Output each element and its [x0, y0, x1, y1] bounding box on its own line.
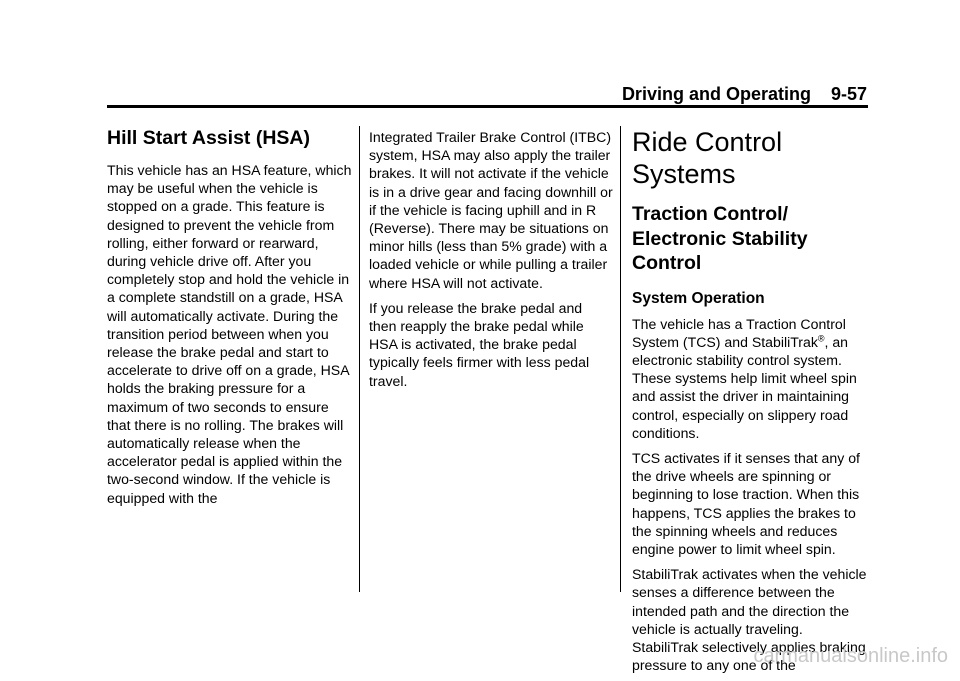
column-left — [107, 126, 352, 514]
watermark: carmanualsonline.info — [753, 645, 948, 667]
column-middle — [369, 128, 613, 397]
stabilitrak-paragraph: StabiliTrak activates when the vehicle senses a difference between the intended path and the direction the vehicle is actually traveling. StabiliTrak selectively applies braking pressure to any one of the — [632, 566, 867, 674]
chapter-heading: Ride Control Systems — [632, 127, 783, 189]
page-number: 9-57 — [830, 84, 867, 104]
hsa-heading: Hill Start Assist (HSA) — [107, 127, 310, 149]
section-title: Driving and Operating — [621, 84, 811, 104]
header-rule — [107, 105, 868, 108]
tcs-paragraph: TCS activates if it senses that any of the drive wheels are spinning or beginning to lose traction. When this happens, TCS applies the brakes to the spinning wheels and reduces engine power to limit wheel spin. — [632, 449, 860, 557]
hsa-paragraph: This vehicle has an HSA feature, which may be useful when the vehicle is stopped on a grade. This feature is designed to prevent the vehicle from rolling, either forward or rearward, during vehicle drive off. After you completely stop and hold the vehicle in a complete standstill on a grade, HSA will automatically activate. During the transition period between when you release the brake pedal and start to accelerate to drive off on a grade, HSA holds the braking pressure for a maximum of two seconds to ensure that there is no rolling. The brakes will automatically release when the accelerator pedal is applied within the two-second window. If the vehicle is equipped with the — [107, 162, 352, 506]
column-right — [632, 126, 872, 681]
tcs-intro-paragraph — [632, 315, 872, 442]
page-header — [622, 84, 867, 105]
tcs-intro-text: The vehicle has a Traction Control System (TCS) and StabiliTrak — [632, 315, 846, 350]
column-divider-right — [620, 126, 621, 592]
registered-mark: ® — [817, 333, 825, 344]
tcs-intro-text-cont: , an electronic stability control system. These systems help limit wheel spin and assist the driver in maintaining control, especially on slippery road conditions. — [632, 333, 857, 441]
subheading: System Operation — [632, 289, 765, 307]
itbc-paragraph: Integrated Trailer Brake Control (ITBC) system, HSA may also apply the trailer brakes. It will not activate if the vehicle is in a drive gear and facing downhill or if the vehicle is facing uphill and in R (Reverse). There may be situations on minor hills (less than 5% grade) with a loaded vehicle or while pulling a trailer where HSA will not activate. — [369, 129, 613, 291]
section-heading: Traction Control/ Electronic Stability Control — [632, 203, 808, 274]
brake-pedal-paragraph: If you release the brake pedal and then reapply the brake pedal while HSA is activated, the brake pedal typically feels firmer with less pedal travel. — [369, 299, 590, 389]
column-divider-left — [359, 126, 360, 592]
